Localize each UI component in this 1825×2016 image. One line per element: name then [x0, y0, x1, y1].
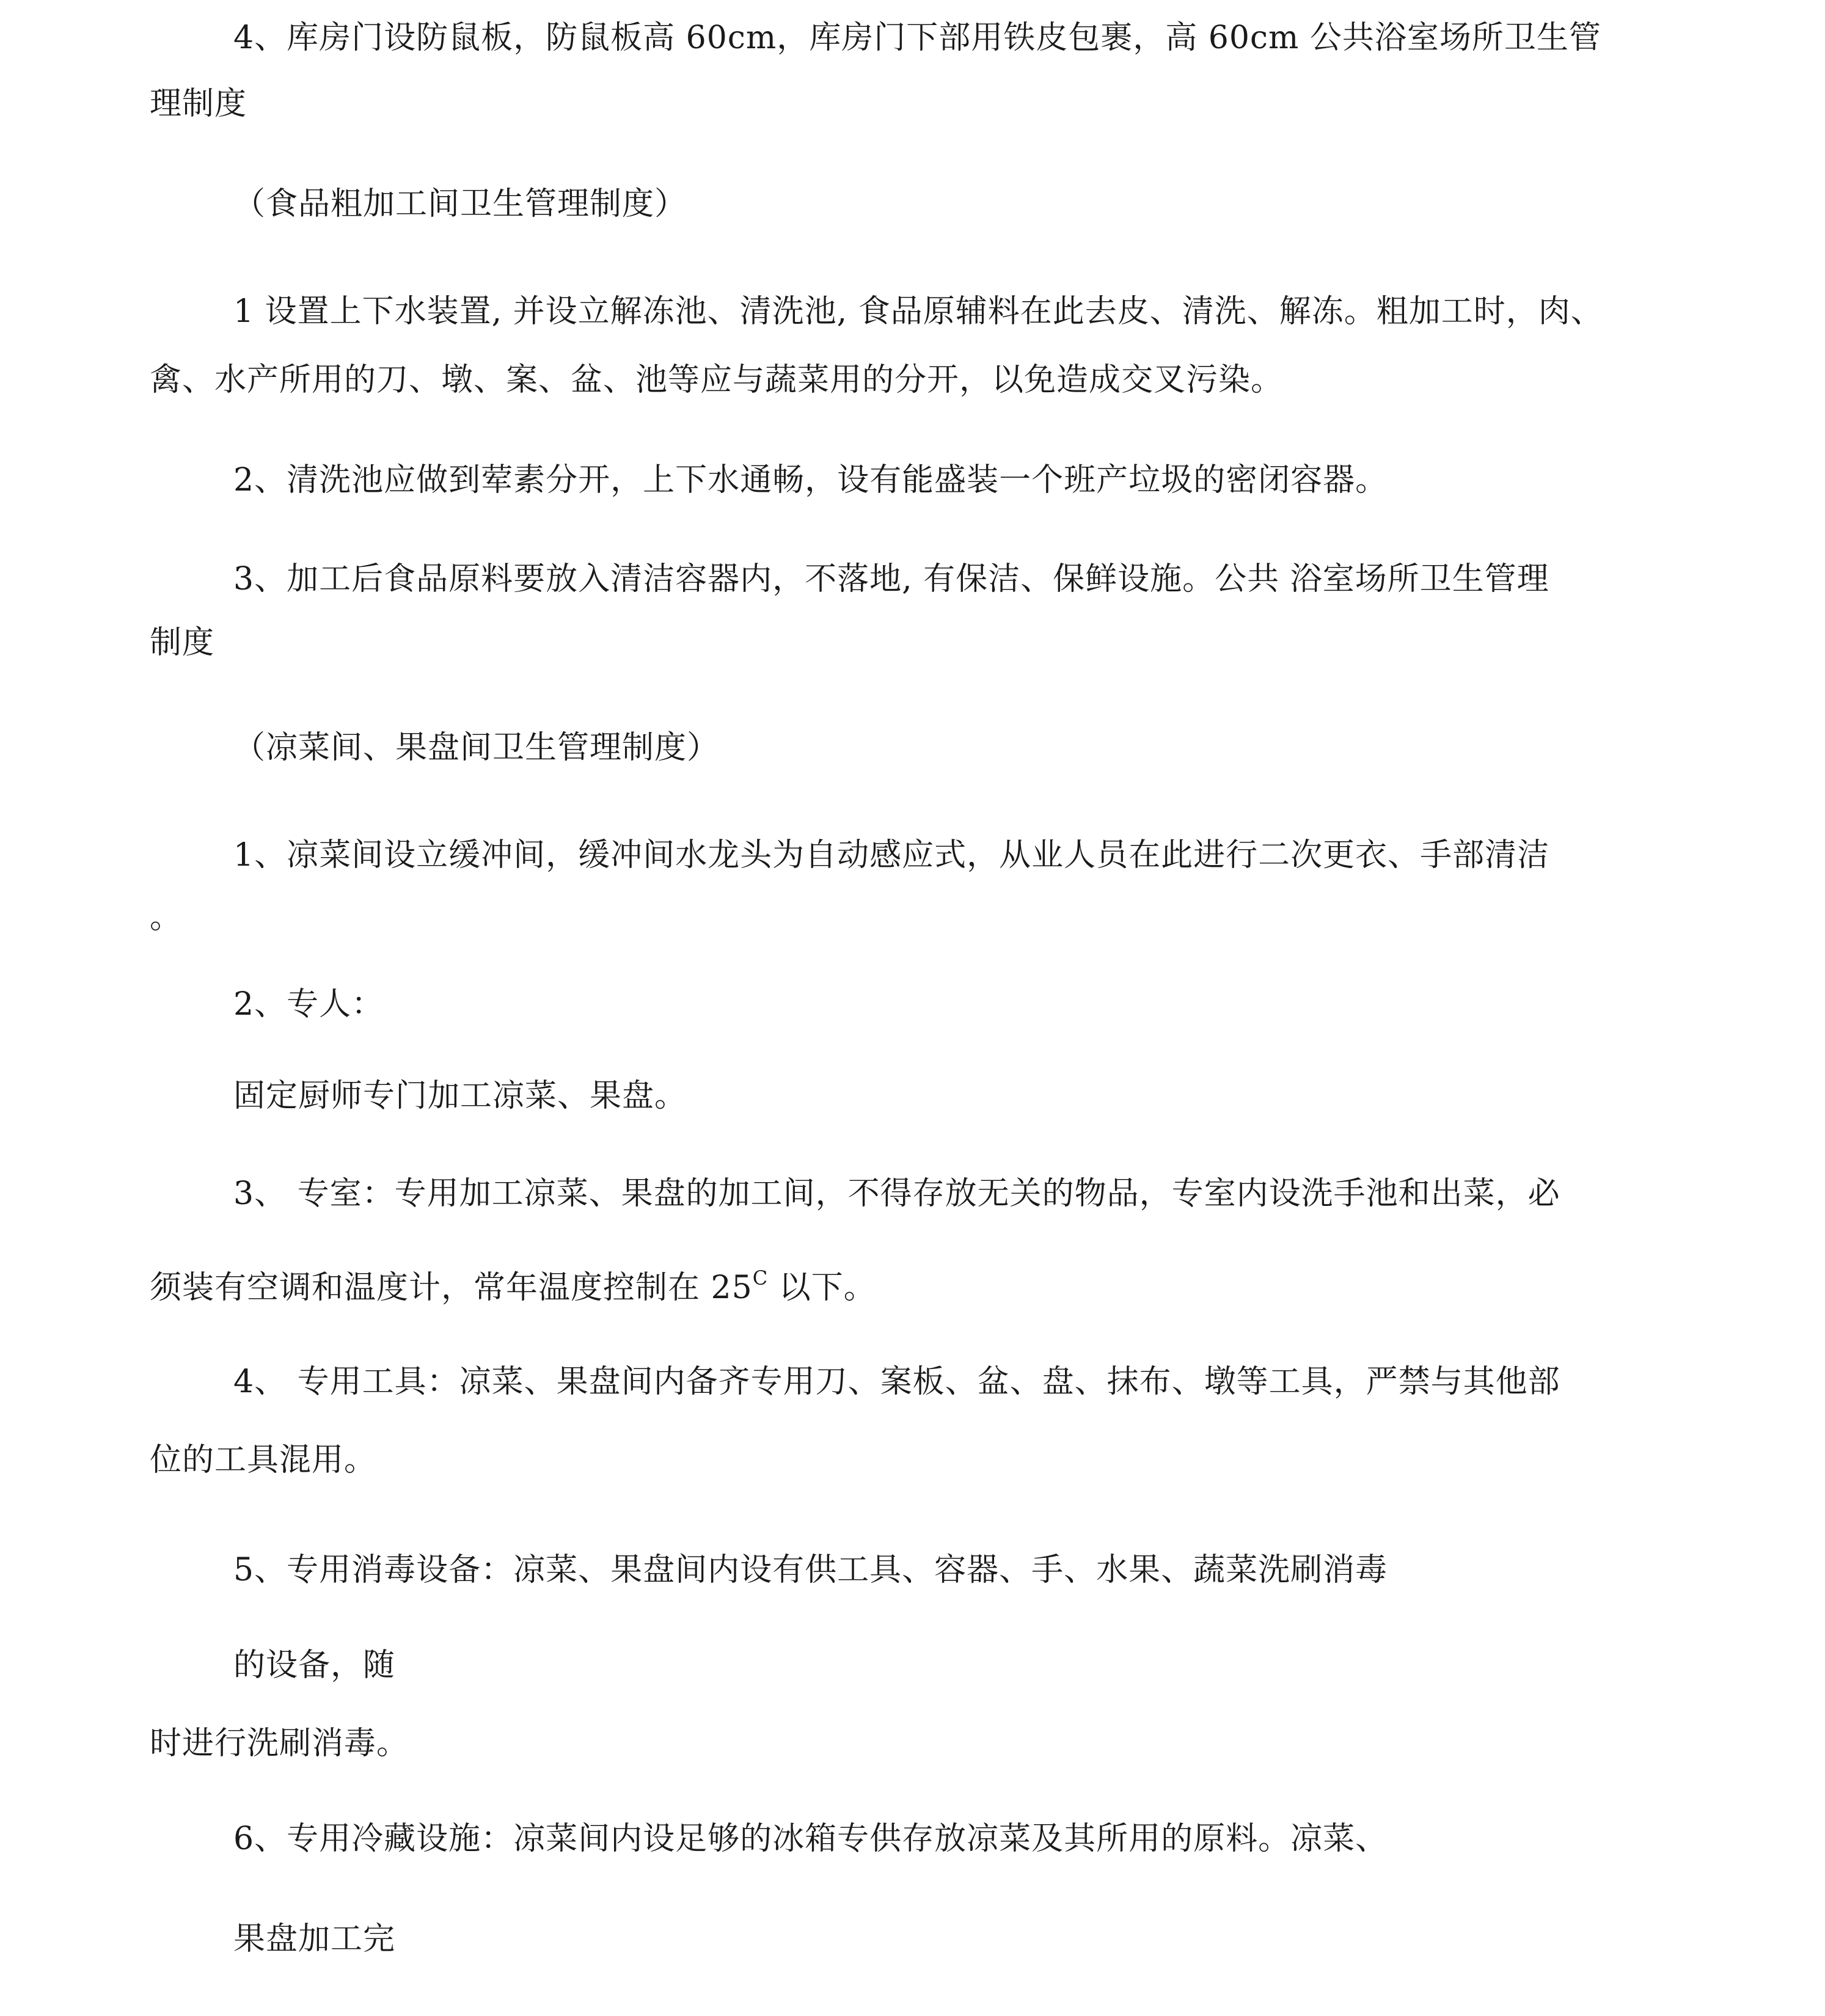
paragraph-line: 固定厨师专门加工凉菜、果盘。 — [233, 1078, 687, 1114]
paragraph-line: 制度 — [150, 624, 215, 661]
paragraph-line: 2、清洗池应做到荤素分开，上下水通畅，设有能盛装一个班产垃圾的密闭容器。 — [233, 462, 1388, 499]
paragraph-line: 3、 专室：专用加工凉菜、果盘的加工间，不得存放无关的物品，专室内设洗手池和出菜，必 — [233, 1175, 1560, 1212]
section-heading: （食品粗加工间卫生管理制度） — [233, 186, 687, 222]
paragraph-line: 位的工具混用。 — [150, 1442, 377, 1478]
paragraph-line: 2、专人： — [233, 986, 384, 1023]
line-text: 须装有空调和温度计，常年温度控制在 25 — [150, 1269, 753, 1306]
paragraph-line — [150, 1258, 876, 1307]
paragraph-line: 1 设置上下水装置, 并设立解冻池、清洗池, 食品原辅料在此去皮、清洗、解冻。粗加工时，肉、 — [233, 293, 1603, 330]
paragraph-line: 时进行洗刷消毒。 — [150, 1725, 409, 1762]
degree-superscript: C — [752, 1266, 769, 1290]
section-heading: （凉菜间、果盘间卫生管理制度） — [233, 729, 720, 766]
paragraph-line: 6、专用冷藏设施：凉菜间内设足够的冰箱专供存放凉菜及其所用的原料。凉菜、 — [233, 1821, 1388, 1857]
paragraph-line: 3、加工后食品原料要放入清洁容器内，不落地, 有保洁、保鲜设施。公共 浴室场所卫生管理 — [233, 561, 1549, 597]
paragraph-line: 果盘加工完 — [233, 1921, 396, 1957]
paragraph-line: 理制度 — [150, 86, 247, 122]
paragraph-line: 。 — [150, 899, 183, 936]
paragraph-line: 的设备，随 — [233, 1647, 396, 1684]
paragraph-line: 禽、水产所用的刀、墩、案、盆、池等应与蔬菜用的分开，以免造成交叉污染。 — [150, 362, 1284, 398]
paragraph-line: 1、凉菜间设立缓冲间，缓冲间水龙头为自动感应式，从业人员在此进行二次更衣、手部清洁 — [233, 837, 1550, 874]
line-text: 以下。 — [768, 1269, 876, 1306]
paragraph-line: 4、库房门设防鼠板，防鼠板高 60cm，库房门下部用铁皮包裹，高 60cm 公共浴室场所卫生管 — [233, 20, 1601, 56]
paragraph-line: 4、 专用工具：凉菜、果盘间内备齐专用刀、案板、盆、盘、抹布、墩等工具，严禁与其他部 — [233, 1364, 1560, 1400]
paragraph-line: 5、专用消毒设备：凉菜、果盘间内设有供工具、容器、手、水果、蔬菜洗刷消毒 — [233, 1552, 1388, 1588]
